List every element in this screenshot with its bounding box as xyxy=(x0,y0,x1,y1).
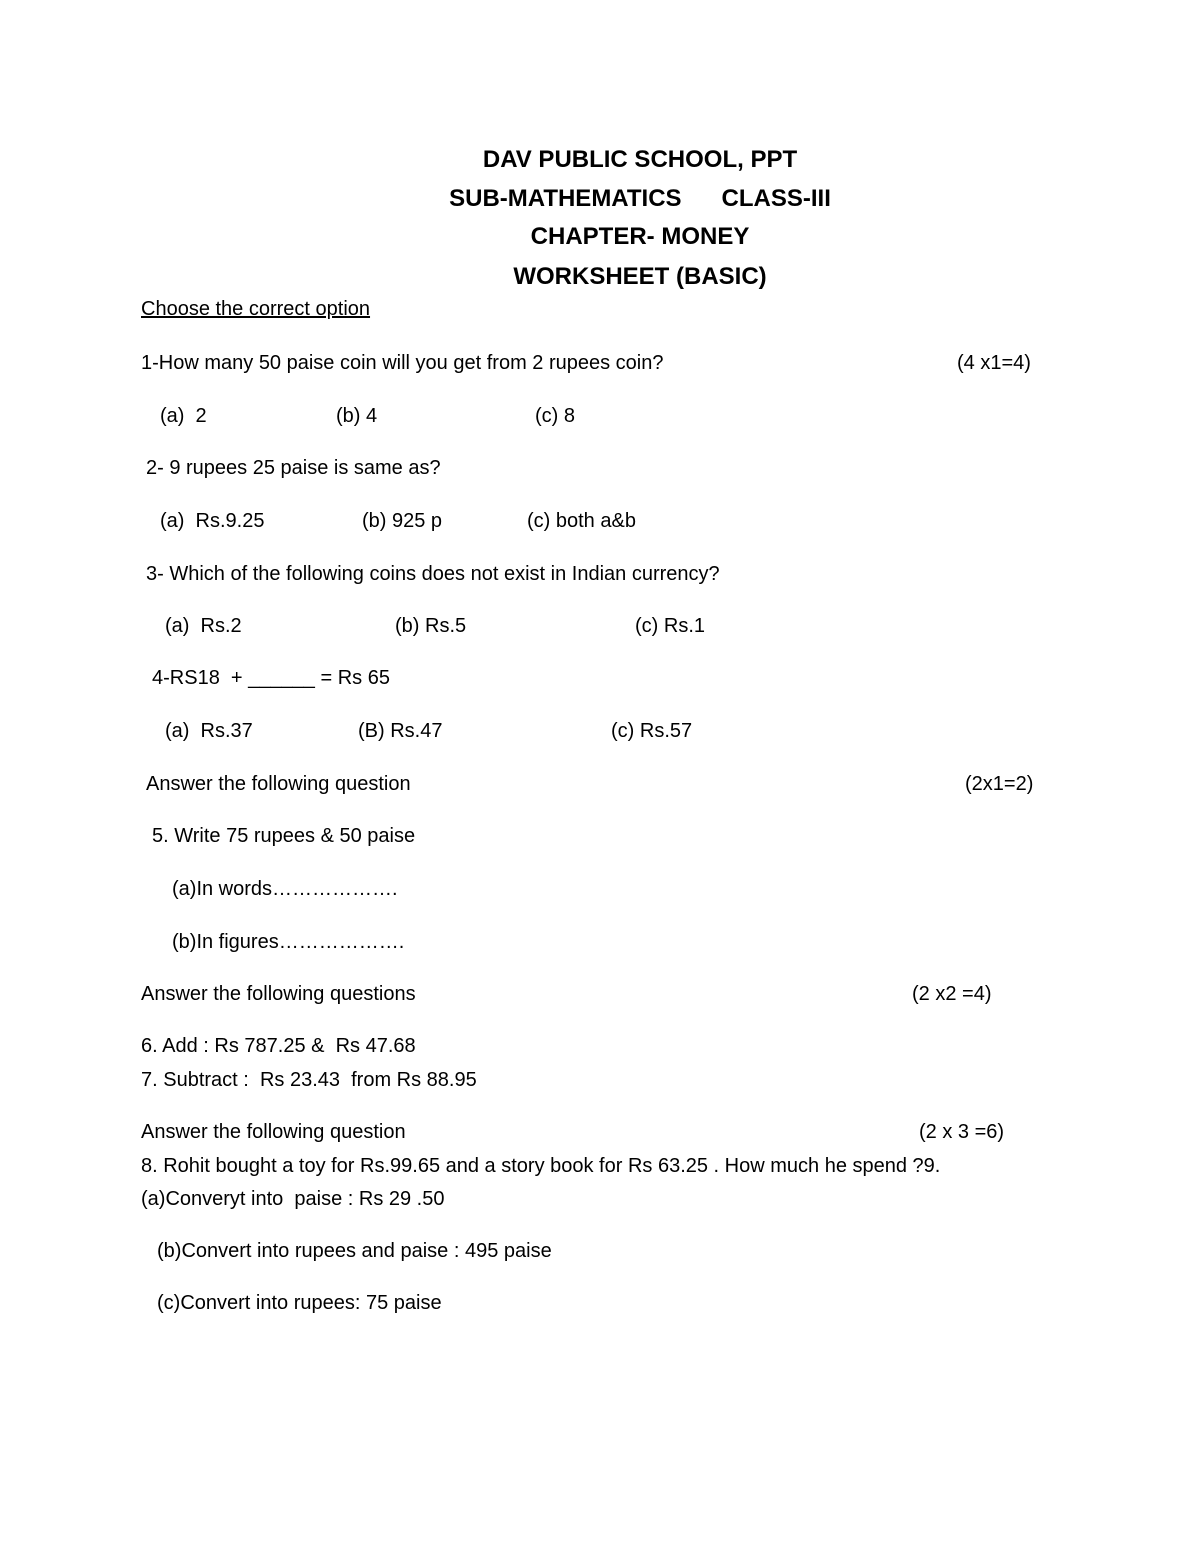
subject-class-line xyxy=(0,184,1200,214)
q3-option-a: (a) Rs.2 xyxy=(165,615,242,637)
question-1: 1-How many 50 paise coin will you get from 2 rupees coin? xyxy=(141,352,664,374)
section-3-marks: (2 x2 =4) xyxy=(912,983,992,1005)
question-6: 6. Add : Rs 787.25 & Rs 47.68 xyxy=(141,1035,416,1057)
question-8: 8. Rohit bought a toy for Rs.99.65 and a story book for Rs 63.25 . How much he spend ?9. xyxy=(141,1155,941,1177)
q4-option-b: (B) Rs.47 xyxy=(358,720,443,742)
question-5: 5. Write 75 rupees & 50 paise xyxy=(152,825,416,847)
section-2-title: Answer the following question xyxy=(146,773,411,795)
q4-option-c: (c) Rs.57 xyxy=(611,720,693,742)
q1-option-b: (b) 4 xyxy=(336,405,378,427)
q9-part-c: (c)Convert into rupees: 75 paise xyxy=(157,1292,442,1314)
question-3: 3- Which of the following coins does not exist in Indian currency? xyxy=(146,563,720,585)
question-4: 4-RS18 + ______ = Rs 65 xyxy=(152,667,390,689)
q4-option-a: (a) Rs.37 xyxy=(165,720,253,742)
q2-option-a: (a) Rs.9.25 xyxy=(160,510,265,532)
q3-option-c: (c) Rs.1 xyxy=(635,615,705,637)
q2-option-c: (c) both a&b xyxy=(527,510,636,532)
class-label: CLASS-III xyxy=(721,185,831,212)
section-1-marks: (4 x1=4) xyxy=(957,352,1031,374)
chapter-title: CHAPTER- MONEY xyxy=(530,223,750,250)
q5-part-a: (a)In words………………. xyxy=(172,878,398,900)
question-7: 7. Subtract : Rs 23.43 from Rs 88.95 xyxy=(141,1069,477,1091)
q1-option-a: (a) 2 xyxy=(160,405,207,427)
worksheet-title: WORKSHEET (BASIC) xyxy=(513,263,767,290)
q9-part-b: (b)Convert into rupees and paise : 495 paise xyxy=(157,1240,552,1262)
section-3-title: Answer the following questions xyxy=(141,983,416,1005)
section-2-marks: (2x1=2) xyxy=(965,773,1034,795)
q2-option-b: (b) 925 p xyxy=(362,510,443,532)
question-2: 2- 9 rupees 25 paise is same as? xyxy=(146,457,441,479)
q3-option-b: (b) Rs.5 xyxy=(395,615,467,637)
school-name: DAV PUBLIC SCHOOL, PPT xyxy=(482,146,798,173)
subject-label: SUB-MATHEMATICS xyxy=(449,185,682,212)
q1-option-c: (c) 8 xyxy=(535,405,575,427)
q9-part-a: (a)Converyt into paise : Rs 29 .50 xyxy=(141,1188,445,1210)
q5-part-b: (b)In figures………………. xyxy=(172,931,405,953)
section-4-marks: (2 x 3 =6) xyxy=(919,1121,1005,1143)
section-choose-option-title: Choose the correct option xyxy=(141,298,371,320)
section-4-title: Answer the following question xyxy=(141,1121,406,1143)
